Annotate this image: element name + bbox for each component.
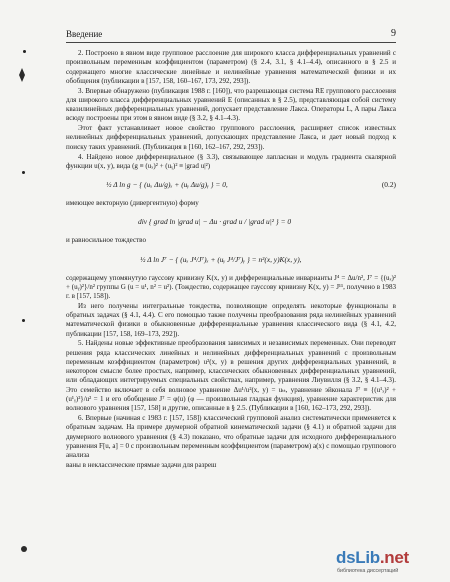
- equation-body: ½ Δ ln g − { (uₓ Δu/g)ₓ + (uᵧ Δu/g)ᵧ } = 0,: [106, 180, 228, 190]
- scan-mark: [19, 68, 25, 82]
- equation-body: div { grad ln |grad u| − Δu · grad u / |grad u|² } = 0: [138, 217, 292, 227]
- equation-body: ½ Δ ln J⁷ − { (uₓ J⁴/J⁷)ₓ + (uᵧ J⁴/J⁷)ᵧ } = n²(x, y)K(x, y),: [140, 254, 302, 264]
- paragraph: Из него получены интегральные тождества, позволяющие определять некоторые функционалы в обратных задачах (§ 4.1, 4.4). С его помощью также получены преобразования ряда нелинейных уравнений математической физики в обыкновенные дифференциальные уравнения классического вида (§ 4.1, 4.2, публикации [157, 158, 169–173, 292]).: [66, 301, 396, 338]
- watermark-subtitle: библиотека диссертаций: [337, 568, 399, 574]
- page-number: 9: [391, 28, 396, 39]
- paragraph: и равносильное тождество: [66, 236, 146, 245]
- paragraph: 4. Найдено новое дифференциальное (§ 3.3), связывающее лапласиан и модуль градиента скалярной функции u(x, y), вида (g ≡ (uₓ)² + (uᵧ)² ≡ |grad u|²): [66, 152, 396, 170]
- scan-speck: [23, 50, 26, 53]
- equation-number: (0.2): [381, 180, 396, 190]
- paragraph: ваны в некл​ассические прямые задачи для разреш: [66, 460, 217, 469]
- header-rule: [66, 42, 396, 43]
- paragraph: Этот факт устанавливает новое свойство группового расслоения, расширяет список известных нелинейных дифференциальных уравнений, допускающих представление Лакса, и дает новый подход к поиску таких уравнений. (Публикация в [160, 162–167, 292, 293]).: [66, 124, 396, 151]
- header-title: Введение: [66, 29, 103, 39]
- page-body: [66, 49, 396, 471]
- paragraph: 2. Построено в явном виде групповое расслоение для широкого класса дифференциальных уравнений с произвольным переменным коэффициентом (параметром) (§ 2.4, 3.1, § 4.1–4.4), описанного в § 2.5 и содержащего многие классические линейные и нелинейные уравнения математической физики и их обобщения (публикации в [157, 158, 160–167, 173, 292, 293]).: [66, 49, 396, 85]
- scan-mark: [21, 546, 27, 552]
- running-header: [66, 29, 396, 43]
- paragraph: 6. Впервые (начиная с 1983 г. [157, 158]) классический групповой анализ систематически применяется к обратным задачам. На примере двумерной обратной кинематической задачи (§ 4.1) и обратной задачи для двумерного волнового уравнения (§ 4.3) показано, что обратные задачи для исходного дифференциального уравнения F[u, a] = 0 с произвольным переменным коэффициентом (параметром) a(x) с помощью группового анализа: [66, 414, 396, 460]
- paragraph: 5. Найдены новые эффективные преобразования зависимых и независимых переменных. Они переводят решения ряда классических линейных и нелинейных дифференциальных уравнений с произвольным переменным коэффициентом (параметром) u²(x, y) в решения других дифференциальных уравнений, в некотором смысле более простых, например, классических обыкновенных дифференциальных уравнений, или обладающих интегрируемых специальных свойствах, например, уравнения Лиувилля (§ 3.2, § 4.1–4.3). Это семейство включает в себя волновое уравнение Δu¹/u²(x, y) = uₜₜ, уравнение эйконала J⁷ ≡ {(u¹ₓ)² + (u¹ᵧ)²}/u² = 1 и его обобщение J⁷ = φ(u) (φ — произвольная гладкая функция), уравнение характеристик для волнового уравнения [157, 158] и другие, описанные в § 2.5. (Публикации в [160, 162–173, 292, 293]).: [66, 339, 396, 413]
- paragraph: 3. Впервые обнаружено (публикация 1988 г. [160]), что разрешающая система RE группового расслоения для широкого класса дифференциальных уравнений E (описанных в § 2.5), представляющая собой систему квазилинейных дифференциальных уравнений, допускает представление Лакса. Операторы L, A пары Лакса всюду построены при этом в явном виде (§ 3.2, § 4.1–4.3).: [66, 86, 396, 123]
- paragraph: имеющее векторную (дивергентную) форму: [66, 199, 199, 208]
- watermark-logo[interactable]: dsLib.net: [336, 548, 409, 567]
- equation-divergence: [66, 212, 396, 232]
- equation-identity: [66, 250, 396, 270]
- scan-speck: [22, 171, 25, 174]
- paragraph: содержащему упомянутую гауссову кривизну K(x, y) и дифференциальные инварианты J⁴ = Δu/n², J⁷ = {(uₓ)² + (uᵧ)²}/n² группы G (u = u¹, n² = u²). (Тождество, содержащее гауссову кривизну K(x, y) = J¹¹, получено в 1983 г. в [157, 158]).: [66, 273, 396, 301]
- watermark[interactable]: [336, 548, 448, 578]
- equation-0-2: [66, 175, 396, 195]
- scan-speck: [22, 319, 25, 322]
